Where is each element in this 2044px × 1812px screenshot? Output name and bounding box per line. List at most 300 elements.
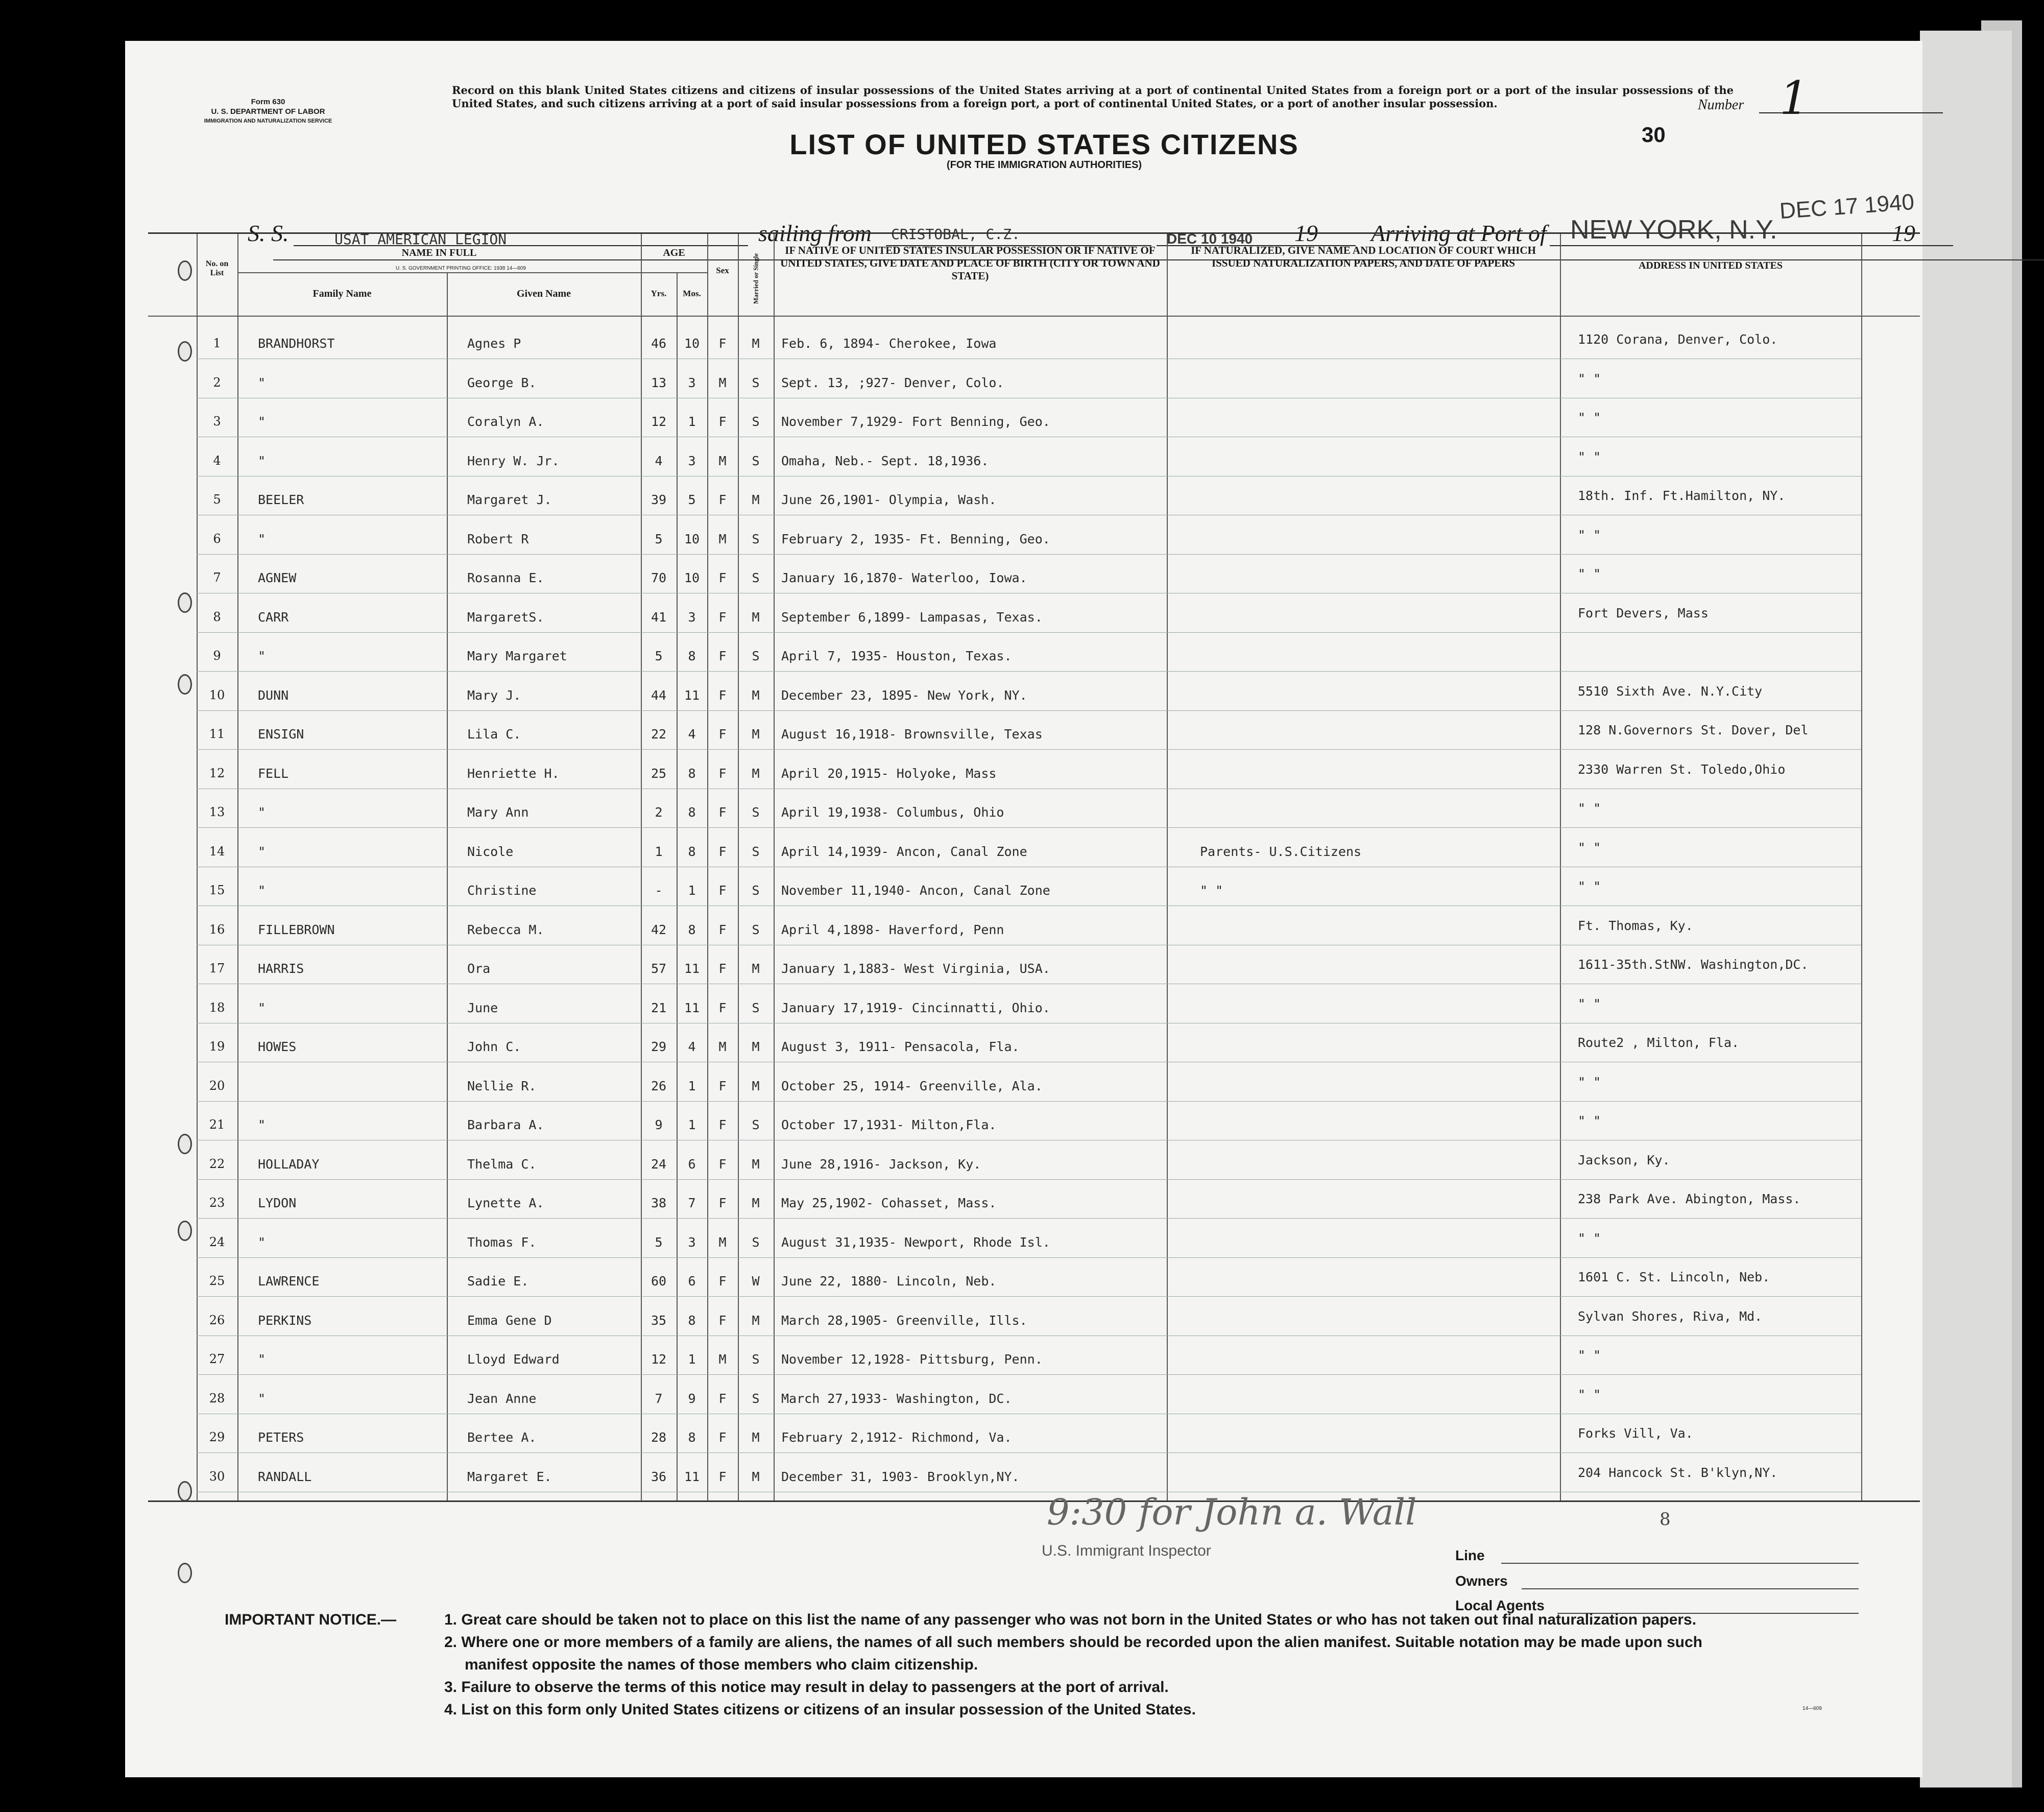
given-name: Sadie E. (467, 1274, 529, 1289)
given-name: Mary J. (467, 687, 521, 703)
family-name: FILLEBROWN (258, 922, 335, 937)
line-label: Line (1455, 1547, 1485, 1563)
sex: F (718, 961, 727, 976)
sex: F (718, 649, 727, 663)
age-years: 5 (655, 1234, 663, 1250)
family-name: " (258, 453, 266, 468)
notice-text: Great care should be taken not to place on this list the name of any passenger who was not born in the United States or who has not taken out final naturalization papers. (461, 1611, 1697, 1628)
notice-heading: IMPORTANT NOTICE.— (225, 1611, 397, 1628)
given-name: June (467, 1000, 498, 1015)
birth-info: April 19,1938- Columbus, Ohio (781, 805, 1004, 820)
sex: M (718, 1352, 727, 1367)
marital-status: M (752, 609, 760, 625)
family-name: HOWES (258, 1039, 297, 1054)
row-rule (197, 632, 1861, 633)
record-note: Record on this blank United States citizens and citizens of insular possessions of the United States arriving at a port of continental United States from a foreign port or a port of the insular possessions of the United States, and such citizens arriving at a port of said insular possessions from a foreign port, a port of continental United States, or a port of another insular possession. (452, 84, 1734, 110)
age-months: 8 (688, 844, 696, 859)
inspector-label: U.S. Immigrant Inspector (1042, 1542, 1211, 1559)
birth-info: June 26,1901- Olympia, Wash. (781, 492, 997, 507)
given-name: Christine (467, 883, 537, 898)
sex: F (718, 805, 727, 820)
age-years: 36 (651, 1469, 667, 1484)
marital-status: S (752, 531, 760, 546)
age-years: 70 (651, 570, 667, 585)
age-years: 41 (651, 609, 667, 625)
address: " " (1578, 1348, 1601, 1363)
age-months: 3 (688, 609, 696, 625)
notice-number: 3. (444, 1679, 458, 1696)
age-months: 10 (684, 531, 700, 546)
given-name: Bertee A. (467, 1430, 537, 1445)
sex: M (718, 375, 727, 390)
age-years: 13 (651, 375, 667, 390)
age-months: 4 (688, 727, 696, 742)
marital-status: S (752, 453, 760, 468)
age-years: 2 (655, 805, 663, 820)
header-given-name: Given Name (516, 288, 571, 299)
row-number: 13 (209, 805, 225, 819)
given-name: Thomas F. (467, 1234, 537, 1250)
age-months: 4 (688, 1039, 696, 1054)
binder-hole (178, 341, 192, 362)
age-months: 7 (688, 1196, 696, 1210)
row-number: 9 (213, 649, 221, 663)
row-rule (197, 1218, 1861, 1219)
naturalization-info: " " (1200, 883, 1223, 898)
row-rule (197, 710, 1861, 711)
row-number: 28 (209, 1391, 225, 1405)
age-years: 38 (651, 1196, 667, 1210)
age-years: 22 (651, 727, 667, 742)
row-number: 4 (213, 453, 221, 468)
row-number: 3 (213, 414, 221, 428)
row-number: 14 (209, 844, 225, 859)
row-number: 1 (213, 336, 221, 350)
page-title: LIST OF UNITED STATES CITIZENS (789, 128, 1299, 160)
age-months: 11 (684, 1000, 700, 1015)
age-years: 60 (651, 1274, 667, 1289)
birth-info: October 17,1931- Milton,Fla. (781, 1117, 997, 1132)
important-notice (225, 1609, 1879, 1721)
age-months: 1 (688, 414, 696, 429)
marital-status: S (752, 1352, 760, 1367)
address: 18th. Inf. Ft.Hamilton, NY. (1578, 488, 1786, 503)
given-name: Mary Margaret (467, 649, 567, 663)
birth-info: Sept. 13, ;927- Denver, Colo. (781, 375, 1004, 390)
header-age: AGE (663, 247, 685, 258)
row-number: 16 (209, 922, 225, 937)
birth-info: August 3, 1911- Pensacola, Fla. (781, 1039, 1020, 1054)
notice-number: 2. (444, 1634, 458, 1651)
row-number: 29 (209, 1430, 225, 1444)
sex: F (718, 1078, 727, 1093)
age-years: 5 (655, 649, 663, 663)
row-number: 11 (209, 727, 225, 741)
family-name: LYDON (258, 1196, 297, 1210)
form-identification (191, 97, 345, 126)
marital-status: M (752, 1078, 760, 1093)
age-years: 7 (655, 1391, 663, 1406)
birth-info: April 20,1915- Holyoke, Mass (781, 766, 997, 781)
given-name: Margaret J. (467, 492, 552, 507)
form-number: Form 630 (251, 98, 285, 106)
address: " " (1578, 840, 1601, 855)
family-name: " (258, 531, 266, 546)
birth-info: January 1,1883- West Virginia, USA. (781, 961, 1050, 976)
age-years: 9 (655, 1117, 663, 1132)
ship-name: USAT AMERICAN LEGION (334, 231, 507, 248)
birth-info: August 16,1918- Brownsville, Texas (781, 727, 1043, 742)
sex: F (718, 1391, 727, 1406)
age-months: 1 (688, 1078, 696, 1093)
notice-item (225, 1609, 1879, 1631)
birth-info: September 6,1899- Lampasas, Texas. (781, 609, 1043, 625)
family-name: " (258, 1234, 266, 1250)
marital-status: M (752, 1196, 760, 1210)
marital-status: M (752, 766, 760, 781)
sex: F (718, 1196, 727, 1210)
year-label-2: 19 (1892, 220, 1915, 246)
age-months: 10 (684, 570, 700, 585)
header-birth: IF NATIVE OF UNITED STATES INSULAR POSSESSION OR IF NATIVE OF UNITED STATES, GIVE DATE AND PLACE OF BIRTH (CITY OR TOWN AND STATE) (780, 244, 1160, 282)
binder-hole (178, 1563, 192, 1583)
given-name: Jean Anne (467, 1391, 537, 1406)
marital-status: W (752, 1274, 760, 1289)
year-label: 19 (1294, 220, 1318, 246)
age-months: 8 (688, 922, 696, 937)
row-number: 30 (209, 1469, 225, 1484)
row-number: 23 (209, 1196, 225, 1210)
family-name: " (258, 1000, 266, 1015)
marital-status: S (752, 570, 760, 585)
birth-info: March 28,1905- Greenville, Ills. (781, 1313, 1027, 1328)
given-name: Lila C. (467, 727, 521, 742)
col-line-birth (774, 234, 775, 1500)
family-name: HOLLADAY (258, 1156, 320, 1172)
marital-status: S (752, 922, 760, 937)
age-years: 5 (655, 531, 663, 546)
age-years: 26 (651, 1078, 667, 1093)
age-months: 8 (688, 649, 696, 663)
age-months: 1 (688, 1352, 696, 1367)
header-bottom-rule (148, 316, 1920, 317)
age-months: 8 (688, 1313, 696, 1328)
row-number: 27 (209, 1352, 225, 1366)
birth-info: Feb. 6, 1894- Cherokee, Iowa (781, 336, 997, 351)
col-line-addr (1560, 234, 1561, 1500)
marital-status: S (752, 649, 760, 663)
header-naturalized: IF NATURALIZED, GIVE NAME AND LOCATION OF COURT WHICH ISSUED NATURALIZATION PAPERS, AND DATE OF PAPERS (1191, 244, 1536, 269)
birth-info: November 7,1929- Fort Benning, Geo. (781, 414, 1050, 429)
marital-status: S (752, 414, 760, 429)
local-agents-label: Local Agents (1455, 1598, 1545, 1613)
line-field (1501, 1563, 1859, 1564)
row-number: 19 (209, 1039, 225, 1054)
age-months: 8 (688, 1430, 696, 1445)
family-name: FELL (258, 766, 289, 781)
marital-status: M (752, 1156, 760, 1172)
age-years: 12 (651, 1352, 667, 1367)
sex: F (718, 883, 727, 898)
row-number: 24 (209, 1234, 225, 1249)
given-name: Nicole (467, 844, 514, 859)
given-name: Agnes P (467, 336, 521, 351)
row-rule (197, 671, 1861, 672)
family-name: " (258, 375, 266, 390)
given-name: Rebecca M. (467, 922, 544, 937)
sex: F (718, 570, 727, 585)
address: 1120 Corana, Denver, Colo. (1578, 332, 1778, 347)
family-name: DUNN (258, 687, 289, 703)
binder-hole (178, 260, 192, 281)
age-years: 57 (651, 961, 667, 976)
sex: F (718, 844, 727, 859)
birth-info: June 28,1916- Jackson, Ky. (781, 1156, 981, 1172)
header-address: ADDRESS IN UNITED STATES (1638, 260, 1783, 271)
page-subtitle: (FOR THE IMMIGRATION AUTHORITIES) (946, 159, 1142, 171)
given-name: John C. (467, 1039, 521, 1054)
notice-text: Failure to observe the terms of this notice may result in delay to passengers at the port of arrival. (461, 1679, 1169, 1696)
family-name: " (258, 1117, 266, 1132)
address: " " (1578, 371, 1601, 386)
given-name: MargaretS. (467, 609, 544, 625)
sex: F (718, 492, 727, 507)
age-months: 6 (688, 1156, 696, 1172)
marital-status: S (752, 844, 760, 859)
given-name: Rosanna E. (467, 570, 544, 585)
row-number: 5 (213, 492, 221, 507)
row-number: 7 (213, 570, 221, 585)
birth-info: December 23, 1895- New York, NY. (781, 687, 1027, 703)
given-name: Mary Ann (467, 805, 529, 820)
birth-info: August 31,1935- Newport, Rhode Isl. (781, 1234, 1050, 1250)
address: Fort Devers, Mass (1578, 605, 1709, 621)
given-name: George B. (467, 375, 537, 390)
notice-item (225, 1699, 1879, 1721)
birth-info: January 17,1919- Cincinnatti, Ohio. (781, 1000, 1050, 1015)
age-months: 8 (688, 766, 696, 781)
given-name: Thelma C. (467, 1156, 537, 1172)
age-years: 46 (651, 336, 667, 351)
family-name: CARR (258, 609, 289, 625)
number-value: 1 (1780, 71, 1809, 125)
address: Jackson, Ky. (1578, 1152, 1670, 1167)
row-rule (197, 749, 1861, 750)
notice-text: Where one or more members of a family are aliens, the names of all such members should be recorded upon the alien manifest. Suitable notation may be made upon such (461, 1634, 1702, 1651)
age-months: 11 (684, 1469, 700, 1484)
given-name: Henry W. Jr. (467, 453, 560, 468)
age-years: 21 (651, 1000, 667, 1015)
given-name: Ora (467, 961, 491, 976)
sex: F (718, 687, 727, 703)
age-months: 3 (688, 1234, 696, 1250)
family-name: PETERS (258, 1430, 304, 1445)
given-name: Lynette A. (467, 1196, 544, 1210)
sailing-from-label: sailing from (758, 220, 872, 246)
sex: M (718, 1039, 727, 1054)
row-number: 18 (209, 1000, 225, 1015)
given-name: Emma Gene D (467, 1313, 552, 1328)
arrival-date-stamp: DEC 17 1940 (1778, 189, 1915, 224)
row-number: 15 (209, 883, 225, 897)
address: 204 Hancock St. B'klyn,NY. (1578, 1465, 1778, 1480)
sex: F (718, 414, 727, 429)
inspector-signature: 9:30 for John a. Wall (1047, 1491, 1417, 1533)
sex: M (718, 531, 727, 546)
age-years: 39 (651, 492, 667, 507)
age-months: 6 (688, 1274, 696, 1289)
family-name: RANDALL (258, 1469, 312, 1484)
service: IMMIGRATION AND NATURALIZATION SERVICE (204, 118, 332, 124)
marital-status: M (752, 1469, 760, 1484)
age-months: 8 (688, 805, 696, 820)
handwritten-number: 30 (1642, 123, 1666, 147)
family-name: HARRIS (258, 961, 304, 976)
address: " " (1578, 996, 1601, 1011)
address: 128 N.Governors St. Dover, Del (1578, 723, 1809, 737)
sailing-from: CRISTOBAL, C.Z. (891, 226, 1020, 243)
binder-hole (178, 1134, 192, 1154)
marital-status: S (752, 1000, 760, 1015)
family-name: BRANDHORST (258, 336, 335, 351)
col-line-end (1861, 234, 1862, 1500)
marital-status: S (752, 883, 760, 898)
header-mos: Mos. (683, 289, 701, 298)
address: " " (1578, 1074, 1601, 1089)
sex: F (718, 609, 727, 625)
address: " " (1578, 566, 1601, 581)
address: 1611-35th.StNW. Washington,DC. (1578, 957, 1809, 972)
page-mark: 8 (1660, 1509, 1671, 1530)
marital-status: M (752, 1039, 760, 1054)
family-name: PERKINS (258, 1313, 312, 1328)
row-number: 6 (213, 531, 221, 546)
age-years: 35 (651, 1313, 667, 1328)
name-header-rule (237, 272, 641, 273)
row-rule (197, 905, 1861, 906)
col-line-nat (1167, 234, 1168, 1500)
birth-info: April 7, 1935- Houston, Texas. (781, 649, 1012, 663)
family-name: " (258, 414, 266, 429)
row-rule (197, 1296, 1861, 1297)
address: " " (1578, 410, 1601, 425)
row-rule (197, 1452, 1861, 1453)
row-number: 22 (209, 1156, 225, 1171)
family-name: LAWRENCE (258, 1274, 320, 1289)
notice-number: 1. (444, 1611, 458, 1628)
notice-number: 4. (444, 1701, 458, 1718)
age-years: 4 (655, 453, 663, 468)
col-line-given (447, 272, 448, 1500)
number-label: Number (1698, 97, 1744, 113)
row-rule (197, 827, 1861, 828)
sex: F (718, 1274, 727, 1289)
address: Route2 , Milton, Fla. (1578, 1035, 1740, 1050)
birth-info: June 22, 1880- Lincoln, Neb. (781, 1274, 997, 1289)
sex: F (718, 727, 727, 742)
sex: F (718, 1313, 727, 1328)
row-number: 17 (209, 961, 225, 975)
marital-status: M (752, 492, 760, 507)
age-months: 10 (684, 336, 700, 351)
header-no-on-list: No. on List (205, 259, 229, 277)
given-name: Barbara A. (467, 1117, 544, 1132)
family-name: " (258, 805, 266, 820)
age-years: 44 (651, 687, 667, 703)
row-rule (197, 1374, 1861, 1375)
age-years: 28 (651, 1430, 667, 1445)
birth-info: January 16,1870- Waterloo, Iowa. (781, 570, 1027, 585)
sailing-date-stamp: DEC 10 1940 (1167, 231, 1253, 247)
sex: F (718, 1117, 727, 1132)
col-line-family (237, 234, 238, 1500)
given-name: Coralyn A. (467, 414, 544, 429)
binder-hole (178, 1481, 192, 1501)
arrival-port-stamp: NEW YORK, N.Y. (1570, 215, 1777, 245)
birth-info: Omaha, Neb.- Sept. 18,1936. (781, 453, 989, 468)
header-sex: Sex (716, 266, 729, 275)
marital-status: M (752, 687, 760, 703)
given-name: Lloyd Edward (467, 1352, 560, 1367)
binder-hole (178, 1221, 192, 1241)
row-number: 25 (209, 1274, 225, 1288)
age-years: 29 (651, 1039, 667, 1054)
age-months: 1 (688, 883, 696, 898)
family-name: " (258, 1391, 266, 1406)
sex: F (718, 766, 727, 781)
notice-item (225, 1676, 1879, 1699)
address: 2330 Warren St. Toledo,Ohio (1578, 761, 1786, 777)
address: " " (1578, 527, 1601, 542)
given-name: Margaret E. (467, 1469, 552, 1484)
row-rule (197, 1179, 1861, 1180)
family-name: BEELER (258, 492, 304, 507)
age-years: 12 (651, 414, 667, 429)
sex: M (718, 1234, 727, 1250)
age-months: 3 (688, 453, 696, 468)
family-name: " (258, 883, 266, 898)
family-name: AGNEW (258, 570, 297, 585)
sex: F (718, 1430, 727, 1445)
age-years: 25 (651, 766, 667, 781)
address: " " (1578, 1230, 1601, 1246)
address: " " (1578, 1387, 1601, 1402)
notice-text: List on this form only United States citizens or citizens of an insular possession of the United States. (461, 1701, 1196, 1718)
ss-label: S. S. (248, 220, 289, 246)
row-rule (197, 1101, 1861, 1102)
printing-note: U. S. GOVERNMENT PRINTING OFFICE: 1938 14—609 (396, 266, 526, 271)
address: " " (1578, 801, 1601, 816)
address: " " (1578, 879, 1601, 894)
marital-status: M (752, 1313, 760, 1328)
age-months: 5 (688, 492, 696, 507)
address: Sylvan Shores, Riva, Md. (1578, 1308, 1763, 1324)
back-page (1920, 31, 2012, 1787)
sex: F (718, 1000, 727, 1015)
address: Forks Vill, Va. (1578, 1426, 1693, 1441)
address: " " (1578, 449, 1601, 464)
row-number: 12 (209, 766, 225, 780)
row-number: 20 (209, 1078, 225, 1093)
birth-info: October 25, 1914- Greenville, Ala. (781, 1078, 1043, 1093)
row-number: 2 (213, 375, 221, 390)
marital-status: S (752, 1391, 760, 1406)
notice-continuation: manifest opposite the names of those members who claim citizenship. (465, 1656, 978, 1673)
marital-status: M (752, 727, 760, 742)
age-months: 3 (688, 375, 696, 390)
address: 1601 C. St. Lincoln, Neb. (1578, 1270, 1770, 1284)
owners-field (1522, 1588, 1859, 1589)
